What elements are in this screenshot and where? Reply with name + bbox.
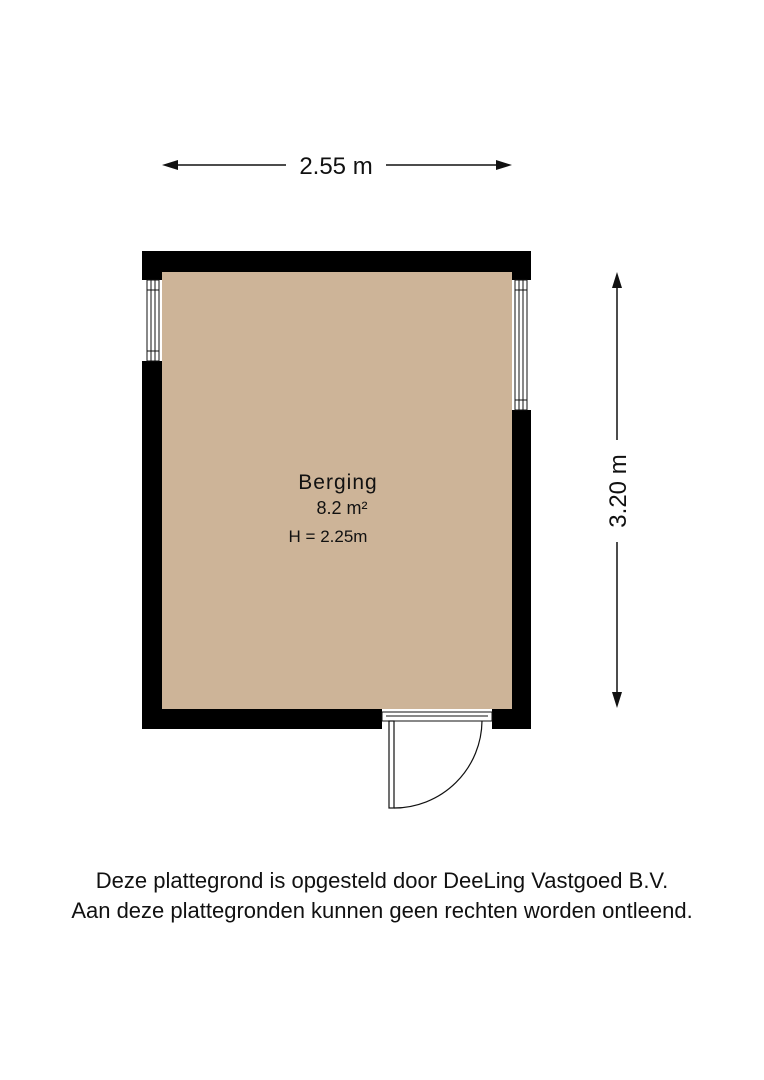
room-name: Berging [298, 471, 378, 494]
door-leaf [389, 721, 394, 808]
height-dimension [605, 272, 632, 708]
width-dimension [162, 153, 512, 180]
door [382, 709, 492, 808]
wall-left-top [142, 251, 162, 280]
wall-top [142, 251, 531, 272]
wall-bottom-right [492, 709, 531, 729]
wall-right [512, 410, 531, 729]
window-left [147, 280, 159, 361]
door-swing-arc [394, 721, 482, 808]
room-area: 8.2 m² [316, 498, 368, 518]
room-height: H = 2.25m [288, 527, 368, 546]
disclaimer-line-1: Deze plattegrond is opgesteld door DeeLing Vastgoed B.V. [95, 868, 669, 893]
disclaimer-line-2: Aan deze plattegronden kunnen geen rechten worden ontleend. [71, 898, 693, 923]
window-right [515, 280, 527, 410]
wall-right-top [512, 251, 531, 280]
wall-left [142, 361, 162, 729]
height-label: 3.20 m [605, 454, 632, 528]
width-label: 2.55 m [299, 153, 373, 180]
wall-bottom-left [142, 709, 382, 729]
